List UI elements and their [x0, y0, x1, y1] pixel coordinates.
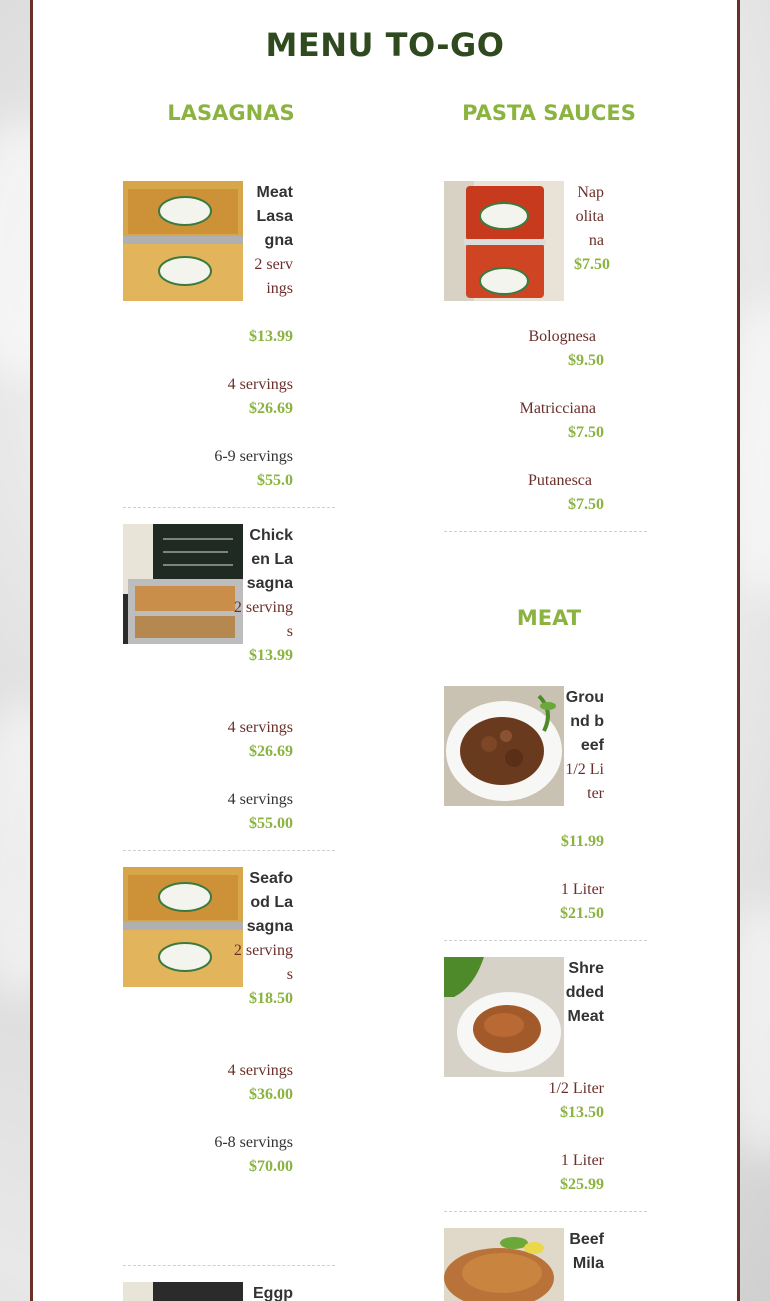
item-name: Putanesca: [528, 472, 592, 489]
divider: [444, 531, 647, 532]
shredded-meat-photo: [444, 957, 564, 1077]
item-price: $11.99: [560, 833, 604, 850]
item-price: $36.00: [249, 1086, 293, 1103]
item-price: $9.50: [568, 352, 604, 369]
item-price: $7.50: [568, 496, 604, 513]
item-name: Bolognesa: [528, 328, 596, 345]
item-name: Eggp: [253, 1285, 293, 1301]
meat-lasagna-photo: [123, 181, 243, 301]
beef-milanesa-photo: [444, 1228, 564, 1301]
divider: [444, 940, 647, 941]
item-price: $26.69: [249, 400, 293, 417]
item-size: 4 servings: [227, 719, 293, 736]
divider: [123, 850, 335, 851]
item-size: 2 servings: [233, 599, 293, 640]
item-size: 6-9 servings: [214, 448, 293, 465]
item-price: $26.69: [249, 743, 293, 760]
meat-heading: MEAT: [516, 606, 582, 630]
item-price: $25.99: [560, 1176, 604, 1193]
item-size: 1/2 Liter: [548, 1080, 604, 1097]
item-price: $13.50: [560, 1104, 604, 1121]
item-name: Chicken Lasagna: [246, 527, 293, 592]
divider: [123, 1265, 335, 1266]
menu-item-putanesca: [483, 469, 604, 517]
divider: [444, 1211, 647, 1212]
item-name: Matricciana: [519, 400, 596, 417]
item-size: 1 Liter: [560, 1152, 604, 1169]
item-name: Ground beef: [565, 689, 604, 754]
item-price: $13.99: [249, 328, 293, 345]
item-name: Napolitana: [575, 184, 604, 249]
item-name: Seafood Lasagna: [246, 870, 293, 935]
item-price: $55.0: [257, 472, 293, 489]
item-price: $13.99: [249, 647, 293, 664]
item-price: $21.50: [560, 905, 604, 922]
seafood-lasagna-photo: [123, 867, 243, 987]
item-size: 1/2 Liter: [565, 761, 604, 802]
item-size: 2 servings: [254, 256, 293, 297]
item-size: 4 servings: [227, 791, 293, 808]
item-size: 2 servings: [233, 942, 293, 983]
napolitana-photo: [444, 181, 564, 301]
eggplant-photo: [123, 1282, 243, 1301]
item-price: $70.00: [249, 1158, 293, 1175]
item-name: Beef Mila: [569, 1231, 604, 1272]
item-size: 4 servings: [227, 376, 293, 393]
ground-beef-photo: [444, 686, 564, 806]
menu-item-bolognesa: [483, 325, 604, 373]
divider: [123, 507, 335, 508]
item-size: 1 Liter: [560, 881, 604, 898]
item-price: $18.50: [249, 990, 293, 1007]
item-price: $7.50: [568, 424, 604, 441]
pasta-sauces-heading: PASTA SAUCES: [462, 101, 636, 125]
item-price: $55.00: [249, 815, 293, 832]
lasagnas-heading: LASAGNAS: [167, 101, 295, 125]
chicken-lasagna-photo: [123, 524, 243, 644]
item-name: Shredded Meat: [565, 960, 604, 1025]
page-title: MENU TO-GO: [265, 26, 505, 64]
item-name: Meat Lasagna: [256, 184, 293, 249]
item-size: 6-8 servings: [214, 1134, 293, 1151]
menu-panel: [30, 0, 740, 1301]
item-price: $7.50: [574, 256, 610, 273]
item-size: 4 servings: [227, 1062, 293, 1079]
menu-item-matricciana: [483, 397, 604, 445]
